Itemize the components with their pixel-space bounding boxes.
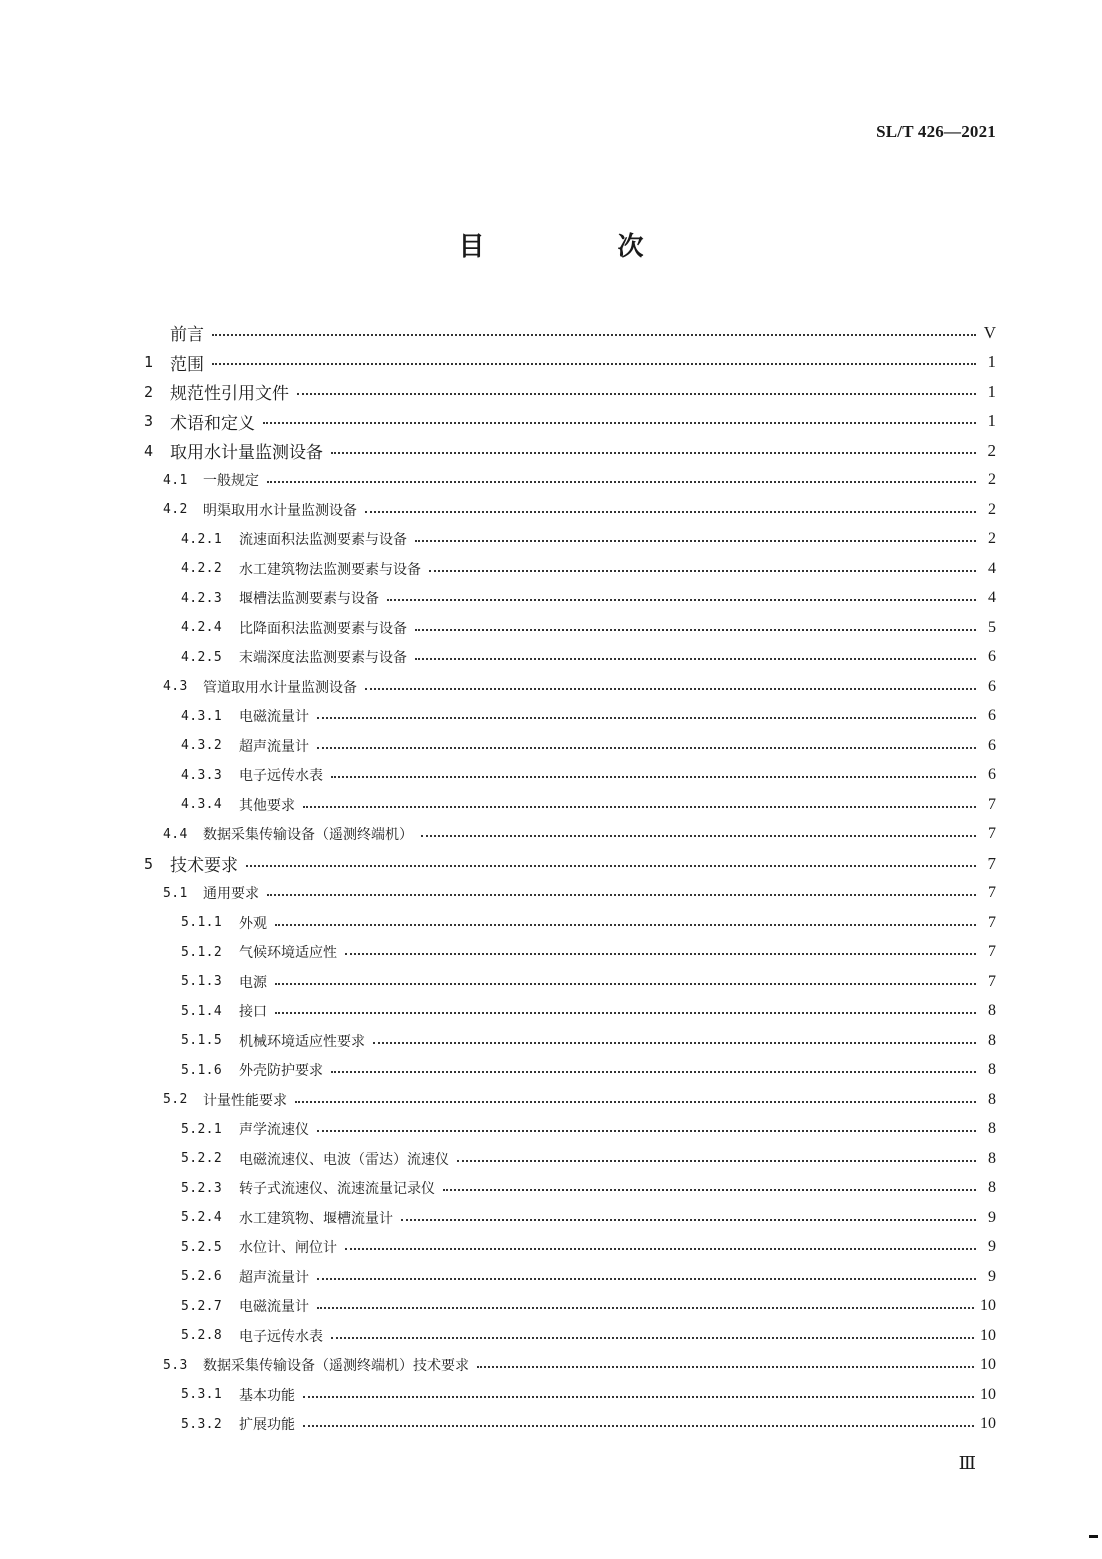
toc-entry-number: 4.1 xyxy=(163,472,188,488)
toc-entry[interactable] xyxy=(0,1115,1102,1145)
toc-entry-number: 5.2 xyxy=(163,1092,188,1108)
toc-entry-page: V xyxy=(983,322,996,342)
toc-entry-label: 数据采集传输设备（遥测终端机）技术要求 xyxy=(203,1358,469,1375)
page-title: 目 次 xyxy=(458,232,706,262)
toc-entry-number: 5.1.5 xyxy=(181,1033,223,1049)
toc-dot-leader xyxy=(415,629,976,631)
toc-entry-page: 7 xyxy=(988,913,996,931)
toc-dot-leader xyxy=(345,1248,976,1250)
toc-entry-label: 扩展功能 xyxy=(239,1417,295,1434)
toc-entry-number: 4.3.2 xyxy=(181,738,223,754)
toc-entry-number: 5.2.5 xyxy=(181,1239,223,1255)
toc-entry[interactable] xyxy=(0,1203,1102,1233)
toc-entry-number: 1 xyxy=(144,353,154,372)
toc-dot-leader xyxy=(212,334,976,336)
toc-dot-leader xyxy=(295,1101,976,1103)
toc-entry-label: 其他要求 xyxy=(239,797,295,814)
toc-entry-page: 4 xyxy=(988,589,996,607)
toc-entry-page: 5 xyxy=(988,618,996,636)
toc-entry[interactable] xyxy=(0,672,1102,702)
toc-entry-page: 6 xyxy=(988,677,996,695)
toc-dot-leader xyxy=(317,747,976,749)
toc-entry-page: 7 xyxy=(988,825,996,843)
toc-dot-leader xyxy=(246,865,976,867)
toc-entry-label: 接口 xyxy=(239,1004,267,1021)
toc-dot-leader xyxy=(267,894,976,896)
toc-dot-leader xyxy=(275,1012,976,1014)
toc-entry-number: 4.2.4 xyxy=(181,620,223,636)
toc-entry[interactable] xyxy=(0,997,1102,1027)
toc-entry-page: 9 xyxy=(988,1208,996,1226)
toc-entry[interactable] xyxy=(0,495,1102,525)
toc-entry-page: 2 xyxy=(988,471,996,489)
toc-entry[interactable] xyxy=(0,1410,1102,1440)
toc-entry[interactable] xyxy=(0,554,1102,584)
toc-entry[interactable] xyxy=(0,1056,1102,1086)
toc-entry-page: 10 xyxy=(980,1297,996,1315)
toc-entry[interactable] xyxy=(0,584,1102,614)
toc-entry-number: 5.2.7 xyxy=(181,1298,223,1314)
table-of-contents xyxy=(0,318,1102,1439)
toc-entry-page: 10 xyxy=(980,1385,996,1403)
toc-entry[interactable] xyxy=(0,967,1102,997)
toc-entry[interactable] xyxy=(0,1321,1102,1351)
toc-entry[interactable] xyxy=(0,407,1102,437)
toc-entry[interactable] xyxy=(0,1085,1102,1115)
toc-entry[interactable] xyxy=(0,613,1102,643)
toc-entry-label: 堰槽法监测要素与设备 xyxy=(239,591,379,608)
toc-entry-page: 10 xyxy=(980,1326,996,1344)
toc-entry[interactable] xyxy=(0,1026,1102,1056)
toc-entry-label: 术语和定义 xyxy=(170,413,255,434)
toc-dot-leader xyxy=(317,1130,976,1132)
toc-entry-label: 基本功能 xyxy=(239,1387,295,1404)
toc-entry-page: 1 xyxy=(987,352,996,372)
toc-entry[interactable] xyxy=(0,1144,1102,1174)
toc-entry-number: 5.2.3 xyxy=(181,1180,223,1196)
toc-entry-page: 2 xyxy=(988,530,996,548)
toc-entry-number: 5.3.2 xyxy=(181,1416,223,1432)
toc-entry-label: 水工建筑物法监测要素与设备 xyxy=(239,561,421,578)
toc-entry-number: 5.1.4 xyxy=(181,1003,223,1019)
toc-entry-number: 5.2.8 xyxy=(181,1328,223,1344)
toc-entry-page: 10 xyxy=(980,1356,996,1374)
toc-entry-page: 8 xyxy=(988,1179,996,1197)
toc-entry-page: 8 xyxy=(988,1002,996,1020)
toc-dot-leader xyxy=(317,1278,976,1280)
toc-entry-label: 电磁流量计 xyxy=(239,709,309,726)
document-code: SL/T 426—2021 xyxy=(876,122,996,141)
toc-entry-page: 1 xyxy=(987,411,996,431)
toc-entry-page: 6 xyxy=(988,648,996,666)
toc-entry-label: 超声流量计 xyxy=(239,1269,309,1286)
toc-entry-number: 5.1.6 xyxy=(181,1062,223,1078)
toc-dot-leader xyxy=(275,983,976,985)
toc-dot-leader xyxy=(457,1160,976,1162)
toc-entry-number: 4.3.4 xyxy=(181,797,223,813)
toc-entry-page: 7 xyxy=(988,943,996,961)
toc-entry[interactable] xyxy=(0,761,1102,791)
toc-dot-leader xyxy=(345,953,976,955)
toc-dot-leader xyxy=(401,1219,976,1221)
toc-entry-label: 末端深度法监测要素与设备 xyxy=(239,650,407,667)
toc-entry-number: 4.3.1 xyxy=(181,708,223,724)
toc-entry-number: 5.1 xyxy=(163,885,188,901)
toc-entry[interactable] xyxy=(0,1262,1102,1292)
toc-entry-label: 电子远传水表 xyxy=(239,1328,323,1345)
toc-dot-leader xyxy=(421,835,976,837)
toc-entry-page: 8 xyxy=(988,1120,996,1138)
toc-entry-label: 电磁流量计 xyxy=(239,1299,309,1316)
toc-entry-number: 5 xyxy=(144,854,154,873)
toc-entry[interactable] xyxy=(0,1233,1102,1263)
toc-entry-number: 5.2.6 xyxy=(181,1269,223,1285)
toc-entry-page: 7 xyxy=(988,795,996,813)
toc-entry-label: 计量性能要求 xyxy=(203,1092,287,1109)
toc-entry-label: 通用要求 xyxy=(203,886,259,903)
toc-entry[interactable] xyxy=(0,436,1102,466)
toc-entry-page: 9 xyxy=(988,1238,996,1256)
toc-entry[interactable] xyxy=(0,643,1102,673)
toc-entry-number: 3 xyxy=(144,412,154,431)
toc-entry-number: 4.2.5 xyxy=(181,649,223,665)
toc-entry-label: 气候环境适应性 xyxy=(239,945,337,962)
toc-entry[interactable] xyxy=(0,525,1102,555)
toc-entry[interactable] xyxy=(0,348,1102,378)
toc-dot-leader xyxy=(303,1425,974,1427)
toc-entry-label: 水位计、闸位计 xyxy=(239,1240,337,1257)
toc-entry-label: 水工建筑物、堰槽流量计 xyxy=(239,1210,393,1227)
toc-entry[interactable] xyxy=(0,318,1102,348)
toc-dot-leader xyxy=(365,688,976,690)
toc-dot-leader xyxy=(331,452,976,454)
toc-dot-leader xyxy=(387,599,976,601)
toc-entry[interactable] xyxy=(0,1351,1102,1381)
scan-edge-mark xyxy=(1089,1535,1098,1538)
toc-dot-leader xyxy=(477,1366,974,1368)
toc-entry-number: 5.3 xyxy=(163,1357,188,1373)
toc-entry-page: 7 xyxy=(988,884,996,902)
toc-entry[interactable] xyxy=(0,879,1102,909)
toc-dot-leader xyxy=(275,924,976,926)
toc-dot-leader xyxy=(415,658,976,660)
toc-entry-label: 声学流速仪 xyxy=(239,1122,309,1139)
toc-entry-page: 9 xyxy=(988,1267,996,1285)
toc-entry-page: 8 xyxy=(988,1149,996,1167)
toc-dot-leader xyxy=(212,363,976,365)
toc-entry-page: 1 xyxy=(987,381,996,401)
toc-entry-number: 2 xyxy=(144,382,154,401)
toc-entry[interactable] xyxy=(0,908,1102,938)
toc-entry-label: 技术要求 xyxy=(170,856,238,877)
toc-entry-number: 5.2.2 xyxy=(181,1151,223,1167)
toc-entry-label: 转子式流速仪、流速流量记录仪 xyxy=(239,1181,435,1198)
toc-entry-label: 一般规定 xyxy=(203,473,259,490)
toc-entry[interactable] xyxy=(0,377,1102,407)
toc-dot-leader xyxy=(297,393,976,395)
toc-entry-number: 4.4 xyxy=(163,826,188,842)
toc-entry-label: 流速面积法监测要素与设备 xyxy=(239,532,407,549)
toc-entry[interactable] xyxy=(0,1292,1102,1322)
toc-entry-label: 管道取用水计量监测设备 xyxy=(203,679,357,696)
toc-dot-leader xyxy=(443,1189,976,1191)
toc-entry-page: 8 xyxy=(988,1031,996,1049)
toc-entry-label: 数据采集传输设备（遥测终端机） xyxy=(203,827,413,844)
toc-entry-page: 6 xyxy=(988,736,996,754)
toc-entry-label: 电源 xyxy=(239,974,267,991)
toc-entry-number: 5.1.3 xyxy=(181,974,223,990)
toc-dot-leader xyxy=(303,1396,974,1398)
toc-entry-number: 4 xyxy=(144,441,154,460)
toc-dot-leader xyxy=(267,481,976,483)
toc-entry[interactable] xyxy=(0,849,1102,879)
toc-entry-number: 5.3.1 xyxy=(181,1387,223,1403)
toc-entry-page: 7 xyxy=(988,972,996,990)
toc-dot-leader xyxy=(317,717,976,719)
toc-dot-leader xyxy=(429,570,976,572)
toc-dot-leader xyxy=(263,422,976,424)
toc-entry-number: 5.2.4 xyxy=(181,1210,223,1226)
toc-entry[interactable] xyxy=(0,731,1102,761)
toc-entry-page: 8 xyxy=(988,1061,996,1079)
toc-entry-number: 4.2.1 xyxy=(181,531,223,547)
toc-entry[interactable] xyxy=(0,1174,1102,1204)
toc-entry-number: 5.1.1 xyxy=(181,915,223,931)
toc-entry-page: 2 xyxy=(987,440,996,460)
toc-dot-leader xyxy=(365,511,976,513)
toc-entry-page: 8 xyxy=(988,1090,996,1108)
toc-entry-label: 明渠取用水计量监测设备 xyxy=(203,502,357,519)
toc-entry[interactable] xyxy=(0,820,1102,850)
toc-dot-leader xyxy=(415,540,976,542)
toc-entry[interactable] xyxy=(0,938,1102,968)
toc-entry-number: 4.3 xyxy=(163,679,188,695)
toc-entry-label: 机械环境适应性要求 xyxy=(239,1033,365,1050)
toc-entry[interactable] xyxy=(0,790,1102,820)
toc-entry-label: 前言 xyxy=(170,325,204,346)
toc-entry-label: 外观 xyxy=(239,915,267,932)
toc-entry-label: 比降面积法监测要素与设备 xyxy=(239,620,407,637)
toc-entry-page: 10 xyxy=(980,1415,996,1433)
toc-dot-leader xyxy=(373,1042,976,1044)
toc-dot-leader xyxy=(317,1307,974,1309)
toc-entry-number: 5.2.1 xyxy=(181,1121,223,1137)
toc-dot-leader xyxy=(331,1337,974,1339)
toc-dot-leader xyxy=(303,806,976,808)
toc-entry-page: 6 xyxy=(988,766,996,784)
toc-entry-number: 4.3.3 xyxy=(181,767,223,783)
toc-entry-number: 4.2.2 xyxy=(181,561,223,577)
toc-entry-page: 4 xyxy=(988,559,996,577)
toc-entry-page: 2 xyxy=(988,500,996,518)
page-number: Ⅲ xyxy=(958,1453,976,1473)
toc-entry-label: 外壳防护要求 xyxy=(239,1063,323,1080)
toc-entry[interactable] xyxy=(0,466,1102,496)
toc-entry-label: 范围 xyxy=(170,354,204,375)
toc-entry-label: 电磁流速仪、电波（雷达）流速仪 xyxy=(239,1151,449,1168)
toc-dot-leader xyxy=(331,1071,976,1073)
toc-entry[interactable] xyxy=(0,702,1102,732)
toc-entry-label: 规范性引用文件 xyxy=(170,384,289,405)
toc-entry-number: 5.1.2 xyxy=(181,944,223,960)
toc-entry-number: 4.2 xyxy=(163,502,188,518)
toc-entry-label: 超声流量计 xyxy=(239,738,309,755)
toc-entry-label: 电子远传水表 xyxy=(239,768,323,785)
toc-dot-leader xyxy=(331,776,976,778)
toc-entry-number: 4.2.3 xyxy=(181,590,223,606)
toc-entry-page: 6 xyxy=(988,707,996,725)
toc-entry[interactable] xyxy=(0,1380,1102,1410)
toc-entry-label: 取用水计量监测设备 xyxy=(170,443,323,464)
toc-entry-page: 7 xyxy=(987,853,996,873)
